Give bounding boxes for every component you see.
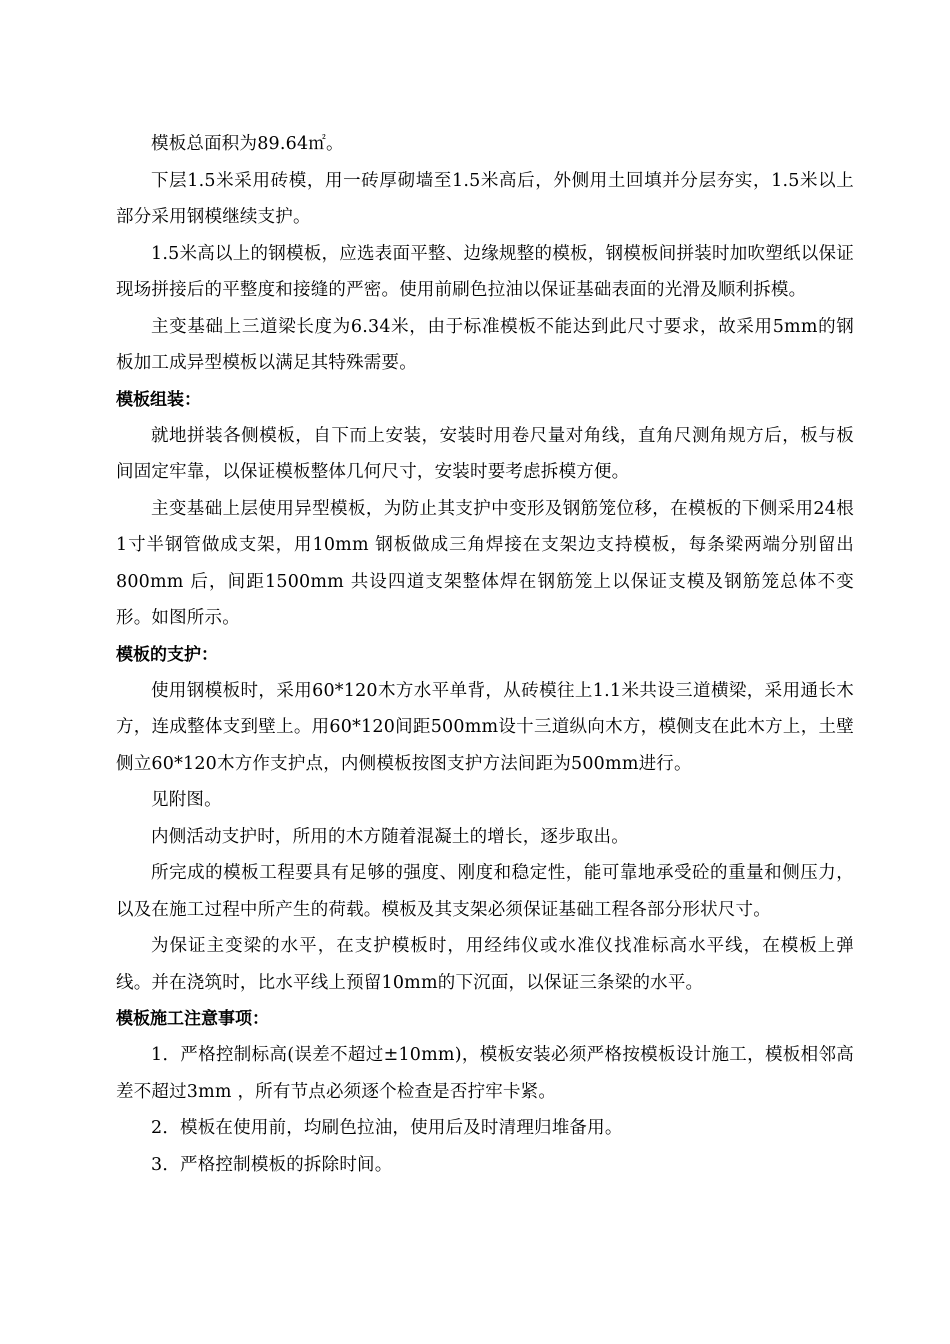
document-body bbox=[116, 126, 854, 1183]
paragraph: 内侧活动支护时，所用的木方随着混凝土的增长，逐步取出。 bbox=[151, 826, 629, 847]
list-item: 3．严格控制模板的拆除时间。 bbox=[151, 1154, 393, 1175]
paragraph: 使用钢模板时，采用60*120木方水平单背，从砖模往上1.1米共设三道横梁，采用通长木方，连成整体支到壁上。用60*120间距500mm设十三道纵向木方，模侧支在此木方上，土壁侧立60*120木方作支护点，内侧模板按图支护方法间距为500mm进行。 bbox=[116, 680, 854, 774]
paragraph: 见附图。 bbox=[151, 790, 222, 810]
section-heading: 模板施工注意事项： bbox=[116, 1009, 269, 1029]
list-item: 2．模板在使用前，均刷色拉油，使用后及时清理归堆备用。 bbox=[151, 1118, 623, 1138]
paragraph: 下层1.5米采用砖模，用一砖厚砌墙至1.5米高后，外侧用土回填并分层夯实，1.5米以上部分采用钢模继续支护。 bbox=[116, 170, 854, 227]
paragraph: 所完成的模板工程要具有足够的强度、刚度和稳定性，能可靠地承受砼的重量和侧压力，以及在施工过程中所产生的荷载。模板及其支架必须保证基础工程各部分形状尺寸。 bbox=[116, 863, 854, 920]
section-heading: 模板组装： bbox=[116, 389, 201, 410]
paragraph: 就地拼装各侧模板，自下而上安装，安装时用卷尺量对角线，直角尺测角规方后，板与板间固定牢靠，以保证模板整体几何尺寸，安装时要考虑拆模方便。 bbox=[116, 425, 854, 482]
paragraph: 主变基础上层使用异型模板，为防止其支护中变形及钢筋笼位移，在模板的下侧采用24根1寸半钢管做成支架，用10mm 钢板做成三角焊接在支架边支持模板，每条梁两端分别留出800mm 后，间距1500mm 共设四道支架整体焊在钢筋笼上以保证支模及钢筋笼总体不变形。如图所示。 bbox=[116, 498, 854, 628]
section-heading: 模板的支护： bbox=[116, 644, 218, 665]
paragraph: 模板总面积为89.64㎡。 bbox=[151, 134, 344, 154]
paragraph: 1.5米高以上的钢模板，应选表面平整、边缘规整的模板，钢模板间拼装时加吹塑纸以保证现场拼接后的平整度和接缝的严密。使用前刷色拉油以保证基础表面的光滑及顺利拆模。 bbox=[116, 243, 854, 300]
paragraph: 主变基础上三道梁长度为6.34米，由于标准模板不能达到此尺寸要求，故采用5mm的钢板加工成异型模板以满足其特殊需要。 bbox=[116, 316, 854, 373]
paragraph: 为保证主变梁的水平，在支护模板时，用经纬仪或水准仪找准标高水平线，在模板上弹线。并在浇筑时，比水平线上预留10mm的下沉面，以保证三条梁的水平。 bbox=[116, 936, 854, 993]
list-item: 1．严格控制标高(误差不超过±10mm)，模板安装必须严格按模板设计施工，模板相邻高差不超过3mm ，所有节点必须逐个检查是否拧牢卡紧。 bbox=[116, 1045, 854, 1102]
